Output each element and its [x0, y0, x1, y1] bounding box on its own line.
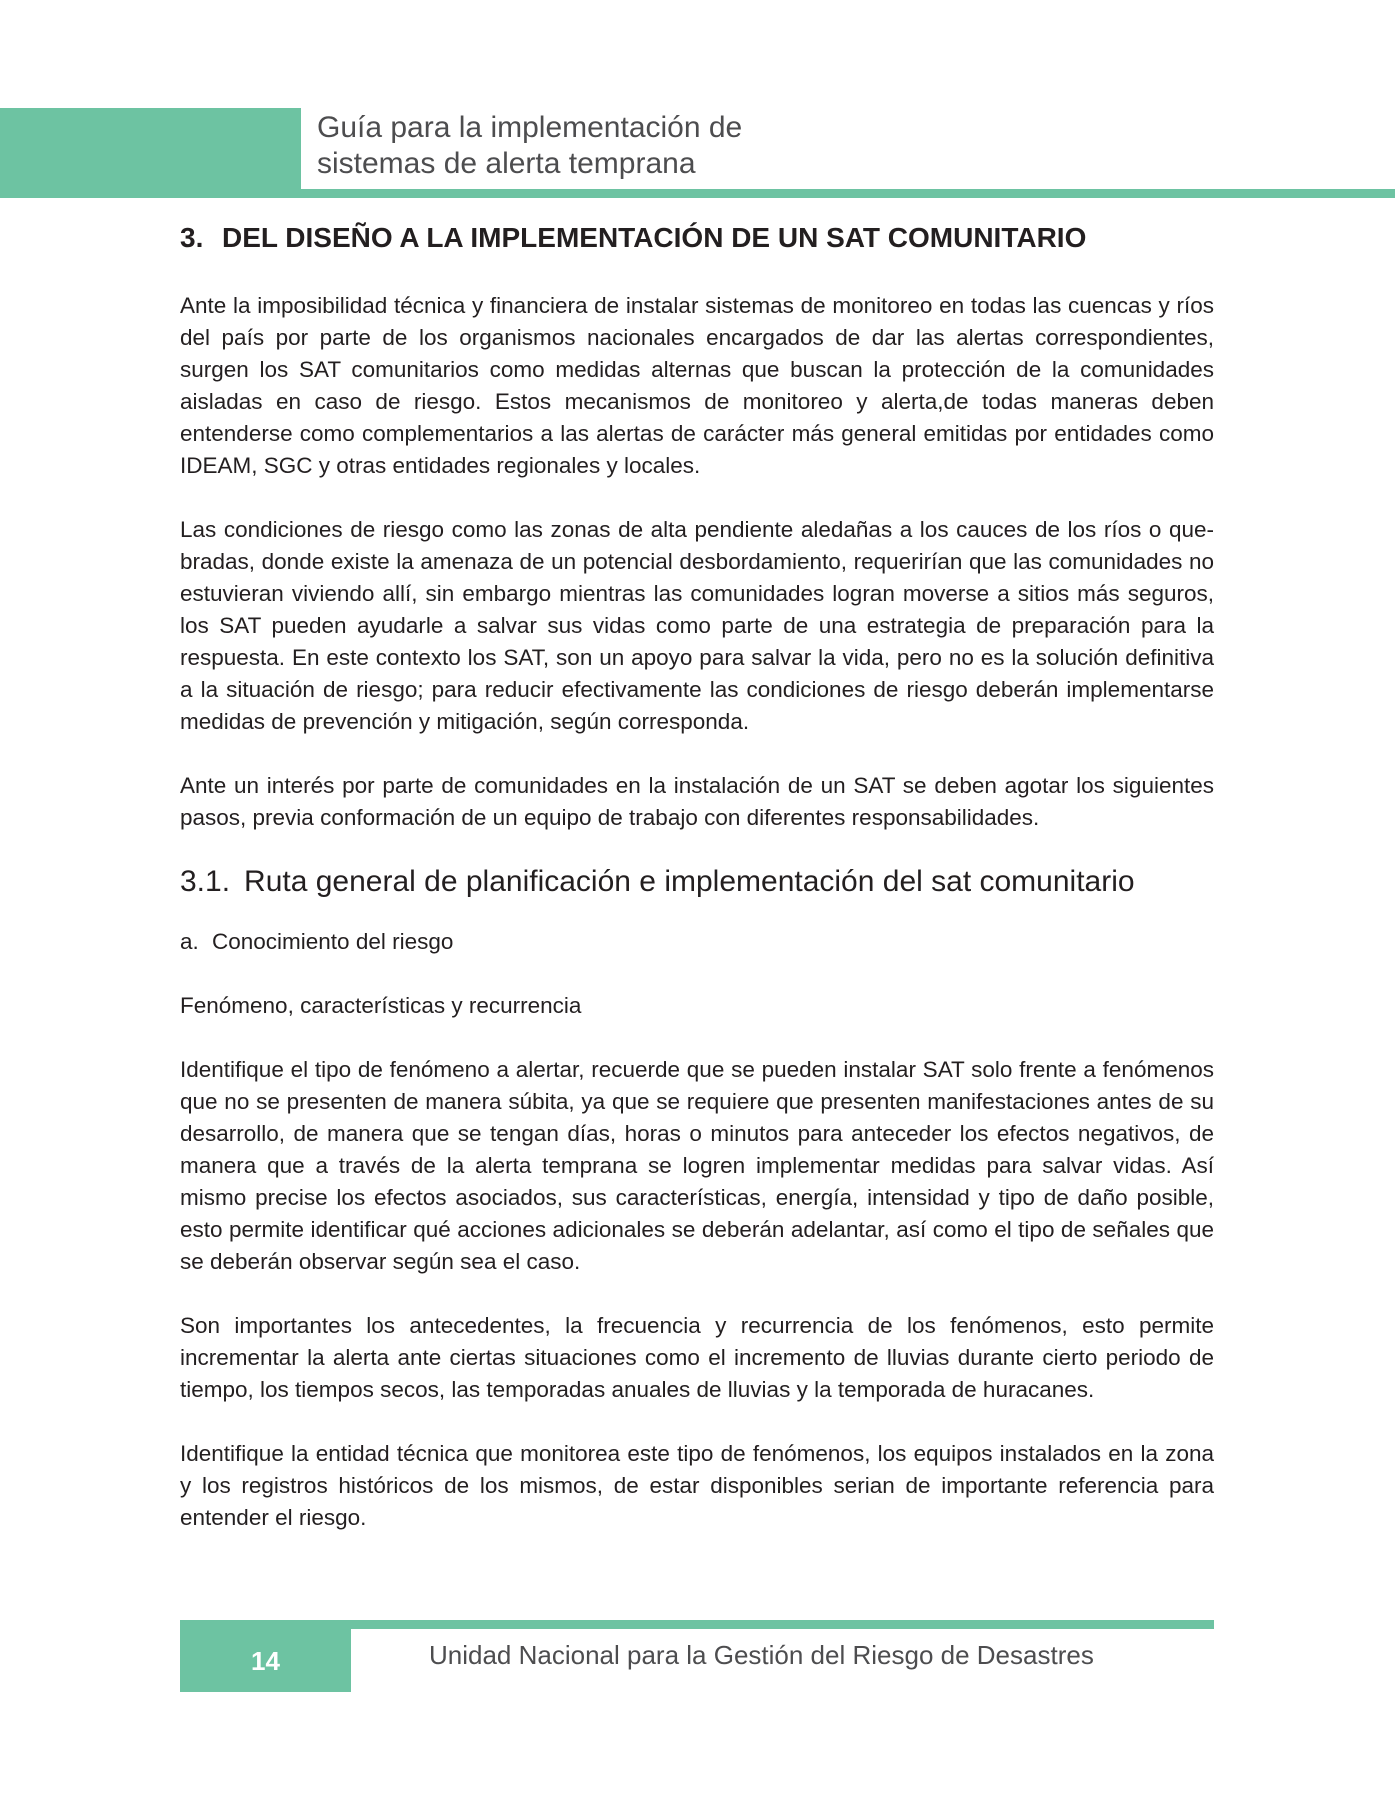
section-heading: [180, 218, 1214, 258]
document-title-line-2: sistemas de alerta temprana: [317, 147, 696, 180]
header-accent-rule: [301, 189, 1395, 198]
paragraph: Identifique la entidad técnica que monitorea este tipo de fenómenos, los equipos instalados en la zona y los registros históricos de los mismos, de estar disponibles serian de importante referencia para entender el riesgo.: [180, 1441, 1214, 1530]
paragraph: Identifique el tipo de fenómeno a alertar, recuerde que se pueden instalar SAT solo frente a fenómenos que no se presenten de manera súbita, ya que se requiere que presenten manifestaciones antes de su desarrollo, de manera que se tengan días, horas o minutos para anteceder los efectos negativos, de manera que a través de la alerta temprana se logren implementar medidas para salvar vidas. Así mismo precise los efectos asociados, sus características, energía, intensidad y tipo de daño posible, esto permite identificar qué acciones adicionales se deberán adelantar, así como el tipo de señales que se deberán observar según sea el caso.: [180, 1057, 1214, 1274]
paragraph: Ante un interés por parte de comunidades en la instalación de un SAT se deben agotar los siguientes pasos, previa conformación de un equipo de trabajo con diferentes responsabilidades.: [180, 773, 1214, 830]
section-title: DEL DISEÑO A LA IMPLEMENTACIÓN DE UN SAT COMUNITARIO: [222, 222, 1087, 253]
footer-organization: Unidad Nacional para la Gestión del Riesgo de Desastres: [429, 1640, 1094, 1670]
footer-page-block: [180, 1620, 351, 1692]
header-accent-block: [0, 108, 301, 198]
page-content: [180, 218, 1214, 1566]
list-item-label: a.: [180, 929, 199, 954]
paragraph: Son importantes los antecedentes, la frecuencia y recurrencia de los fenómenos, esto permite incrementar la alerta ante ciertas situaciones como el incremento de lluvias durante cierto periodo de tiempo, los tiempos secos, las temporadas anuales de lluvias y la temporada de huracanes.: [180, 1313, 1214, 1402]
subheading: Fenómeno, características y recurrencia: [180, 993, 582, 1018]
list-item-text: Conocimiento del riesgo: [212, 929, 454, 954]
subsection-heading: [180, 862, 1214, 902]
subsection-number: 3.1.: [180, 865, 231, 898]
page-number: 14: [251, 1645, 280, 1676]
document-title: [317, 110, 1017, 182]
paragraph: Ante la imposibilidad técnica y financiera de instalar sistemas de monitoreo en todas las cuencas y ríos del país por parte de los organismos nacionales encargados de dar las alertas correspondientes, surgen los SAT comunitarios como medidas alternas que buscan la protección de la comunidades aisladas en caso de riesgo. Estos mecanismos de monitoreo y alerta,de todas maneras deben entenderse como complementarios a las alertas de carácter más general emitidas por entidades como IDEAM, SGC y otras entidades regionales y locales.: [180, 293, 1214, 478]
document-title-line-1: Guía para la implementación de: [317, 111, 743, 144]
paragraph: Las condiciones de riesgo como las zonas de alta pendiente aledañas a los cauces de los ríos o quebradas, donde existe la amenaza de un potencial desbordamiento, requerirían que las comunidades no estuvieran viviendo allí, sin embargo mientras las comunidades logran moverse a sitios más seguros, los SAT pueden ayudarle a salvar sus vidas como parte de una estrategia de preparación para la respuesta. En este contexto los SAT, son un apoyo para salvar la vida, pero no es la solución definitiva a la situación de riesgo; para reducir efectivamente las condiciones de riesgo deberán implementarse medidas de prevención y mitigación, según corresponda.: [180, 517, 1214, 734]
list-item: [180, 926, 1214, 958]
subsection-title: Ruta general de planificación e implementación del sat comunitario: [244, 865, 1135, 898]
section-number: 3.: [180, 222, 204, 253]
